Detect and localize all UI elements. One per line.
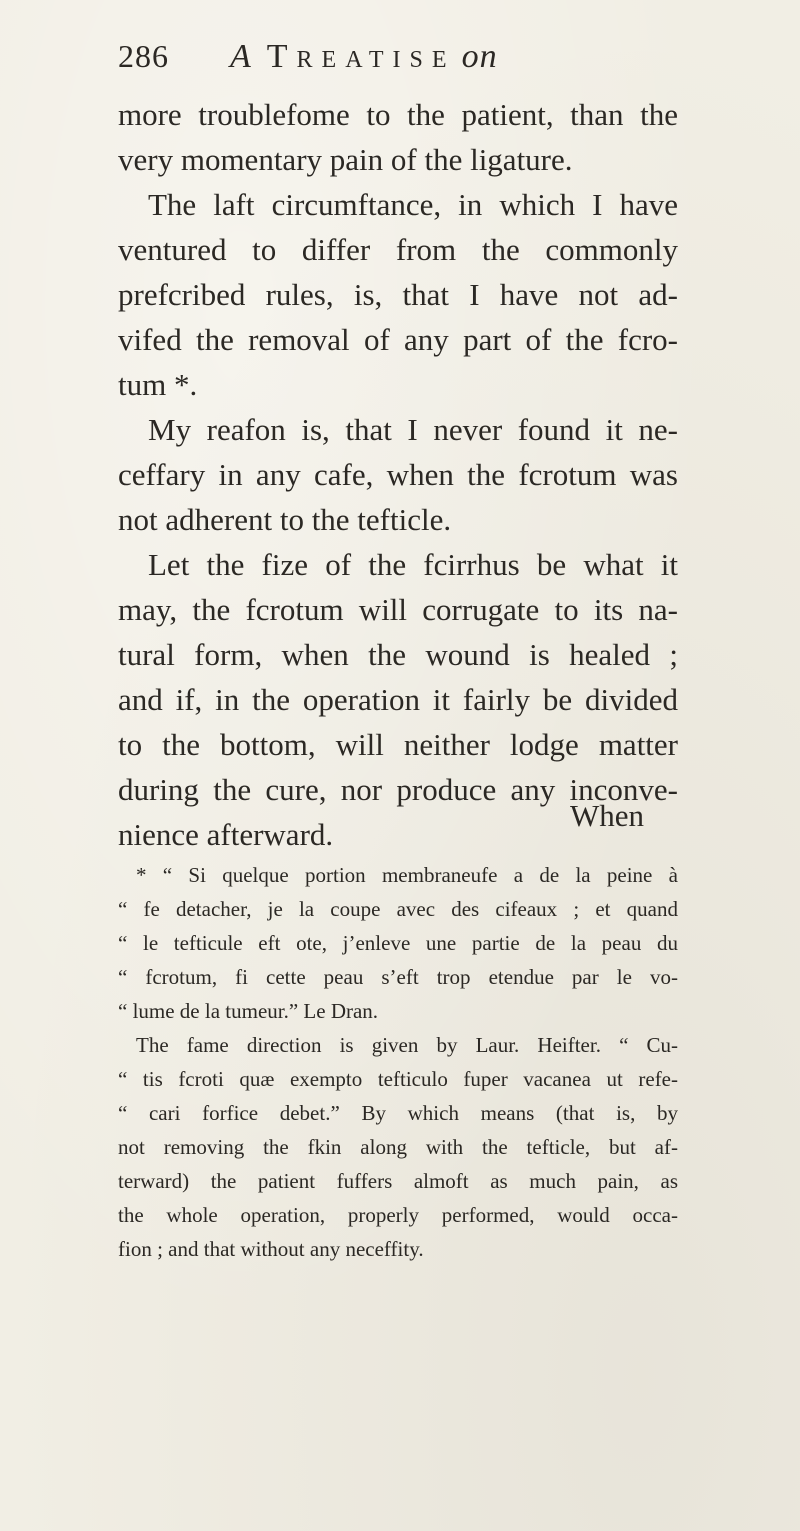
running-title: [230, 38, 498, 76]
text-line: prefcribed rules, is, that I have not ad-: [118, 277, 678, 312]
footnote-line: “ le tefticule eft ote, j’enleve une partie de la peau du: [118, 931, 678, 955]
running-title-article: A: [230, 38, 253, 75]
running-title-word: Treatise: [266, 38, 456, 75]
text-line: ventured to differ from the commonly: [118, 232, 678, 267]
footnote-line: terward) the patient fuffers almoft as much pain, as: [118, 1169, 678, 1193]
text-line: and if, in the operation it fairly be divided: [118, 682, 678, 717]
text-line: very momentary pain of the ligature.: [118, 142, 573, 177]
text-line: more troublefome to the patient, than the: [118, 97, 678, 132]
catchword: When: [570, 798, 645, 833]
text-line: tural form, when the wound is healed ;: [118, 637, 678, 672]
footnote-line: The fame direction is given by Laur. Heifter. “ Cu-: [136, 1033, 678, 1057]
text-line: ceffary in any cafe, when the fcrotum was: [118, 457, 678, 492]
text-line: The laft circumftance, in which I have: [148, 187, 678, 222]
footnote-line: “ tis fcroti quæ exempto tefticulo fuper vacanea ut refe-: [118, 1067, 678, 1091]
page-number: 286: [118, 38, 169, 74]
footnote-line: “ cari forfice debet.” By which means (that is, by: [118, 1101, 678, 1125]
text-line: tum *.: [118, 367, 198, 402]
footnote-line: fion ; and that without any neceffity.: [118, 1237, 424, 1261]
footnote-line: * “ Si quelque portion membraneufe a de la peine à: [136, 863, 678, 887]
footnote-line: not removing the fkin along with the tefticle, but af-: [118, 1135, 678, 1159]
text-line: during the cure, nor produce any inconve-: [118, 772, 678, 807]
text-line: nience afterward.: [118, 817, 334, 852]
main-text: [118, 92, 678, 857]
text-line: to the bottom, will neither lodge matter: [118, 727, 678, 762]
text-line: vifed the removal of any part of the fcro-: [118, 322, 678, 357]
running-title-on: on: [461, 38, 498, 75]
running-header: [118, 38, 678, 88]
text-line: not adherent to the tefticle.: [118, 502, 452, 537]
footnote-line: “ lume de la tumeur.” Le Dran.: [118, 999, 379, 1023]
footnote-line: “ fcrotum, fi cette peau s’eft trop etendue par le vo-: [118, 965, 678, 989]
text-line: may, the fcrotum will corrugate to its na-: [118, 592, 678, 627]
footnote-line: “ fe detacher, je la coupe avec des cifeaux ; et quand: [118, 897, 678, 921]
footnote-line: the whole operation, properly performed, would occa-: [118, 1203, 678, 1227]
text-line: My reafon is, that I never found it ne-: [148, 412, 678, 447]
text-line: Let the fize of the fcirrhus be what it: [148, 547, 678, 582]
footnote: [118, 858, 678, 1266]
